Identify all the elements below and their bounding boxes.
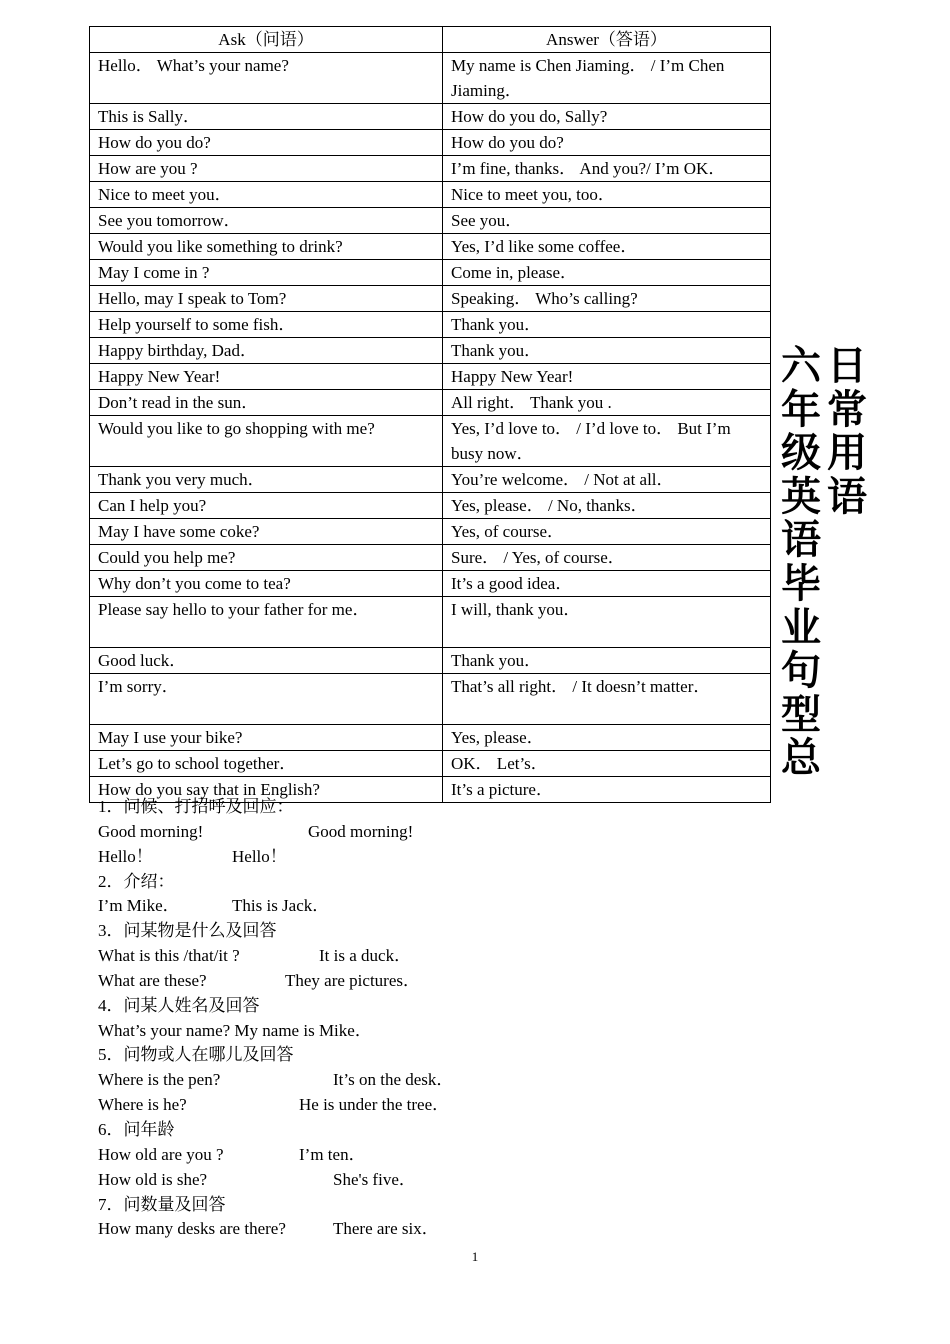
ask-cell: This is Sally． xyxy=(90,104,443,130)
ask-cell: Thank you very much． xyxy=(90,467,443,493)
answer-cell: That’s all right． / It doesn’t matter． xyxy=(443,674,771,725)
answer-cell: It’s a picture． xyxy=(443,777,771,803)
answer-cell: Yes, I’d like some coffee． xyxy=(443,234,771,260)
answer-cell: See you． xyxy=(443,208,771,234)
ask-cell: Would you like something to drink? xyxy=(90,234,443,260)
ask-cell: Good luck． xyxy=(90,648,443,674)
title-char: 毕 xyxy=(781,560,821,607)
answer-cell: I’m fine, thanks． And you?/ I’m OK． xyxy=(443,156,771,182)
table-row xyxy=(90,312,771,338)
table-row xyxy=(90,674,771,725)
answer-cell: Yes, please． xyxy=(443,725,771,751)
answer-text: He is under the tree． xyxy=(299,1095,450,1115)
title-char: 型 xyxy=(781,691,821,738)
ask-cell: Please say hello to your father for me． xyxy=(90,597,443,648)
answer-text: They are pictures． xyxy=(285,970,420,990)
table-row xyxy=(90,571,771,597)
table-row xyxy=(90,467,771,493)
answer-text: Hello！ xyxy=(232,846,287,866)
ask-cell: Let’s go to school together． xyxy=(90,751,443,777)
vertical-title-column-1 xyxy=(781,345,821,781)
title-char: 用 xyxy=(827,430,867,477)
question-text: What is this /that/it ? xyxy=(98,946,240,966)
title-char: 年 xyxy=(781,386,821,433)
ask-cell: Why don’t you come to tea? xyxy=(90,571,443,597)
answer-text: Good morning! xyxy=(308,821,414,841)
title-char: 总 xyxy=(781,735,821,782)
answer-cell: It’s a good idea． xyxy=(443,571,771,597)
heading-text: 7．问数量及回答 xyxy=(98,1194,226,1214)
table-row xyxy=(90,156,771,182)
title-char: 英 xyxy=(781,473,821,520)
answer-cell: You’re welcome． / Not at all． xyxy=(443,467,771,493)
answer-text: This is Jack． xyxy=(232,896,330,916)
answer-cell: Thank you． xyxy=(443,648,771,674)
answer-cell: My name is Chen Jiaming． / I’m Chen Jiaming． xyxy=(443,53,771,104)
ask-cell: May I have some coke? xyxy=(90,519,443,545)
heading-text: 6．问年龄 xyxy=(98,1119,175,1139)
table-header-row xyxy=(90,27,771,53)
ask-cell: See you tomorrow． xyxy=(90,208,443,234)
table-row xyxy=(90,338,771,364)
ask-cell: Hello, may I speak to Tom? xyxy=(90,286,443,312)
answer-cell: All right． Thank you . xyxy=(443,390,771,416)
table-row xyxy=(90,545,771,571)
page-number: 1 xyxy=(471,1249,479,1264)
answer-cell: Come in, please． xyxy=(443,260,771,286)
title-char: 业 xyxy=(781,604,821,651)
question-text: I’m Mike． xyxy=(98,896,180,916)
question-text: Hello！ xyxy=(98,846,153,866)
answer-cell: OK． Let’s． xyxy=(443,751,771,777)
table-row xyxy=(90,597,771,648)
ask-cell: Would you like to go shopping with me? xyxy=(90,416,443,467)
answer-cell: Speaking． Who’s calling? xyxy=(443,286,771,312)
answer-cell: Thank you． xyxy=(443,312,771,338)
answer-text: I’m ten． xyxy=(299,1144,366,1164)
ask-cell: How are you ? xyxy=(90,156,443,182)
title-char: 级 xyxy=(781,430,821,477)
answer-cell: Happy New Year! xyxy=(443,364,771,390)
phrase-table-container xyxy=(89,26,770,803)
vertical-title-column-2 xyxy=(827,345,867,519)
ask-cell: How do you do? xyxy=(90,130,443,156)
question-text: What are these? xyxy=(98,970,207,990)
title-char: 六 xyxy=(781,343,821,389)
table-row xyxy=(90,648,771,674)
ask-cell: Don’t read in the sun． xyxy=(90,390,443,416)
question-text: Where is the pen? xyxy=(98,1070,221,1090)
heading-text: 3．问某物是什么及回答 xyxy=(98,921,277,941)
table-row xyxy=(90,130,771,156)
table-row xyxy=(90,53,771,104)
title-char: 日 xyxy=(827,343,867,389)
ask-cell: May I use your bike? xyxy=(90,725,443,751)
ask-cell: May I come in ? xyxy=(90,260,443,286)
ask-cell: Happy birthday, Dad． xyxy=(90,338,443,364)
answer-cell: Sure． / Yes, of course． xyxy=(443,545,771,571)
heading-text: 5．问物或人在哪儿及回答 xyxy=(98,1045,294,1065)
phrase-table xyxy=(89,26,771,803)
question-text: Where is he? xyxy=(98,1095,187,1115)
answer-cell: Nice to meet you, too． xyxy=(443,182,771,208)
question-text: How old is she? xyxy=(98,1169,208,1189)
answer-cell: How do you do, Sally? xyxy=(443,104,771,130)
table-row xyxy=(90,286,771,312)
heading-text: 1．问候、打招呼及回应： xyxy=(98,797,294,816)
answer-cell: How do you do? xyxy=(443,130,771,156)
question-text: Good morning! xyxy=(98,821,204,841)
answer-text: She's five． xyxy=(333,1169,416,1189)
table-row xyxy=(90,751,771,777)
title-char: 语 xyxy=(827,473,867,520)
table-row xyxy=(90,234,771,260)
answer-cell: Yes, I’d love to． / I’d love to． But I’m busy now． xyxy=(443,416,771,467)
table-row xyxy=(90,260,771,286)
answer-column-header: Answer（答语） xyxy=(443,27,771,53)
ask-cell: Could you help me? xyxy=(90,545,443,571)
answer-cell: Thank you． xyxy=(443,338,771,364)
heading-text: 2．介绍： xyxy=(98,871,175,891)
answer-cell: Yes, of course． xyxy=(443,519,771,545)
ask-cell: I’m sorry． xyxy=(90,674,443,725)
ask-cell: Happy New Year! xyxy=(90,364,443,390)
ask-cell: Can I help you? xyxy=(90,493,443,519)
table-row xyxy=(90,416,771,467)
answer-text: It’s on the desk． xyxy=(333,1070,454,1090)
answer-cell: I will, thank you． xyxy=(443,597,771,648)
title-char: 语 xyxy=(781,517,821,564)
question-text: How old are you ? xyxy=(98,1144,224,1164)
title-char: 句 xyxy=(781,648,821,695)
title-char: 常 xyxy=(827,386,867,433)
ask-cell: Hello． What’s your name? xyxy=(90,53,443,104)
answer-cell: Yes, please． / No, thanks． xyxy=(443,493,771,519)
ask-column-header: Ask（问语） xyxy=(90,27,443,53)
ask-cell: Nice to meet you． xyxy=(90,182,443,208)
table-row xyxy=(90,725,771,751)
question-text: How many desks are there? xyxy=(98,1219,286,1239)
table-row xyxy=(90,182,771,208)
table-row xyxy=(90,208,771,234)
table-row xyxy=(90,493,771,519)
answer-text: There are six． xyxy=(333,1219,439,1239)
heading-text: 4．问某人姓名及回答 xyxy=(98,995,260,1015)
table-row xyxy=(90,104,771,130)
question-text: What’s your name? My name is Mike． xyxy=(98,1020,372,1040)
table-row xyxy=(90,364,771,390)
ask-cell: Help yourself to some fish． xyxy=(90,312,443,338)
table-row xyxy=(90,519,771,545)
table-row xyxy=(90,390,771,416)
ask-cell: How do you say that in English? xyxy=(90,777,443,803)
answer-text: It is a duck． xyxy=(319,946,412,966)
